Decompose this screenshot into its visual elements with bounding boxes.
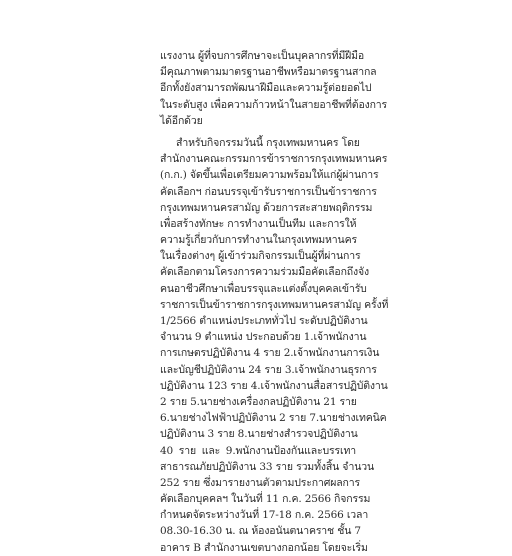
text-line: จำนวน 9 ตำแหน่ง ประกอบด้วย 1.เจ้าพนักงาน: [160, 331, 367, 344]
text-line: (ก.ก.) จัดขึ้นเพื่อเตรียมความพร้อมให้แก่ผู้ผ่านการ: [160, 169, 379, 182]
text-line: 08.30-16.30 น. ณ ห้องอนันตนาคราช ชั้น 7: [160, 525, 361, 538]
text-line: อาคาร B สำนักงานเขตบางกอกน้อย โดยจะเริ่ม: [160, 541, 368, 554]
text-line: ในระดับสูง เพื่อความก้าวหน้าในสายอาชีพที่ต้องการ: [160, 98, 388, 111]
text-line: การเกษตรปฏิบัติงาน 4 ราย 2.เจ้าพนักงานการเงิน: [160, 347, 380, 360]
text-line: 2 ราย 5.นายช่างเครื่องกลปฏิบัติงาน 21 ราย: [160, 395, 357, 408]
text-line: 1/2566 ตำแหน่งประเภททั่วไป ระดับปฏิบัติงาน: [160, 315, 368, 327]
text-line: สำหรับกิจกรรมวันนี้ กรุงเทพมหานคร โดย: [176, 136, 360, 149]
text-line: อีกทั้งยังสามารถพัฒนาฝีมือและความรู้ต่อยอดไป: [160, 82, 372, 95]
text-line: ราชการเป็นข้าราชการกรุงเทพมหานครสามัญ ครั้งที่: [160, 298, 389, 311]
text-line: แรงงาน ผู้ที่จบการศึกษาจะเป็นบุคลากรที่มีฝีมือ: [160, 50, 365, 62]
text-line: สาธารณภัยปฏิบัติงาน 33 ราย รวมทั้งสิ้น จำนวน: [160, 460, 375, 473]
article-column: [160, 48, 389, 556]
text-line: ในเรื่องต่างๆ ผู้เข้าร่วมกิจกรรมเป็นผู้ที่ผ่านการ: [160, 250, 361, 263]
text-line: 252 ราย ซึ่งมารายงานตัวตามประกาศผลการ: [160, 476, 360, 489]
text-line: คัดเลือกฯ ก่อนบรรจุเข้ารับราชการเป็นข้าราชการ: [160, 185, 377, 198]
text-line: ความรู้เกี่ยวกับการทำงานในกรุงเทพมหานคร: [160, 234, 357, 247]
text-line: กำหนดจัดระหว่างวันที่ 17-18 ก.ค. 2566 เวลา: [160, 509, 369, 522]
text-line: ปฏิบัติงาน 3 ราย 8.นายช่างสำรวจปฏิบัติงาน: [160, 428, 358, 441]
paragraph-2: [160, 135, 389, 556]
text-line: สำนักงานคณะกรรมการข้าราชการกรุงเทพมหานคร: [160, 153, 388, 166]
text-line: ปฏิบัติงาน 123 ราย 4.เจ้าพนักงานสื่อสารปฏิบัติงาน: [160, 379, 388, 392]
text-line: ได้อีกด้วย: [160, 114, 203, 127]
text-line: กรุงเทพมหานครสามัญ ด้วยการสะสายพฤติกรรม: [160, 201, 373, 214]
text-line: คนอาชีวศึกษาเพื่อบรรจุและแต่งตั้งบุคคลเข้ารับ: [160, 282, 367, 295]
text-line: คัดเลือกบุคคลฯ ในวันที่ 11 ก.ค. 2566 กิจกรรม: [160, 493, 371, 506]
text-line: 6.นายช่างไฟฟ้าปฏิบัติงาน 2 ราย 7.นายช่างเทคนิค: [160, 412, 387, 425]
text-line: เพื่อสร้างทักษะ การทำงานเป็นทีม และการให้: [160, 217, 357, 230]
text-line: มีคุณภาพตามมาตรฐานอาชีพหรือมาตรฐานสากล: [160, 66, 377, 79]
text-line: คัดเลือกตามโครงการความร่วมมือคัดเลือกถึงจัง: [160, 266, 369, 279]
text-line: และบัญชีปฏิบัติงาน 24 ราย 3.เจ้าพนักงานธุรการ: [160, 363, 377, 376]
paragraph-1: [160, 48, 388, 129]
text-line: 40 ราย และ 9.พนักงานป้องกันและบรรเทา: [160, 444, 356, 457]
